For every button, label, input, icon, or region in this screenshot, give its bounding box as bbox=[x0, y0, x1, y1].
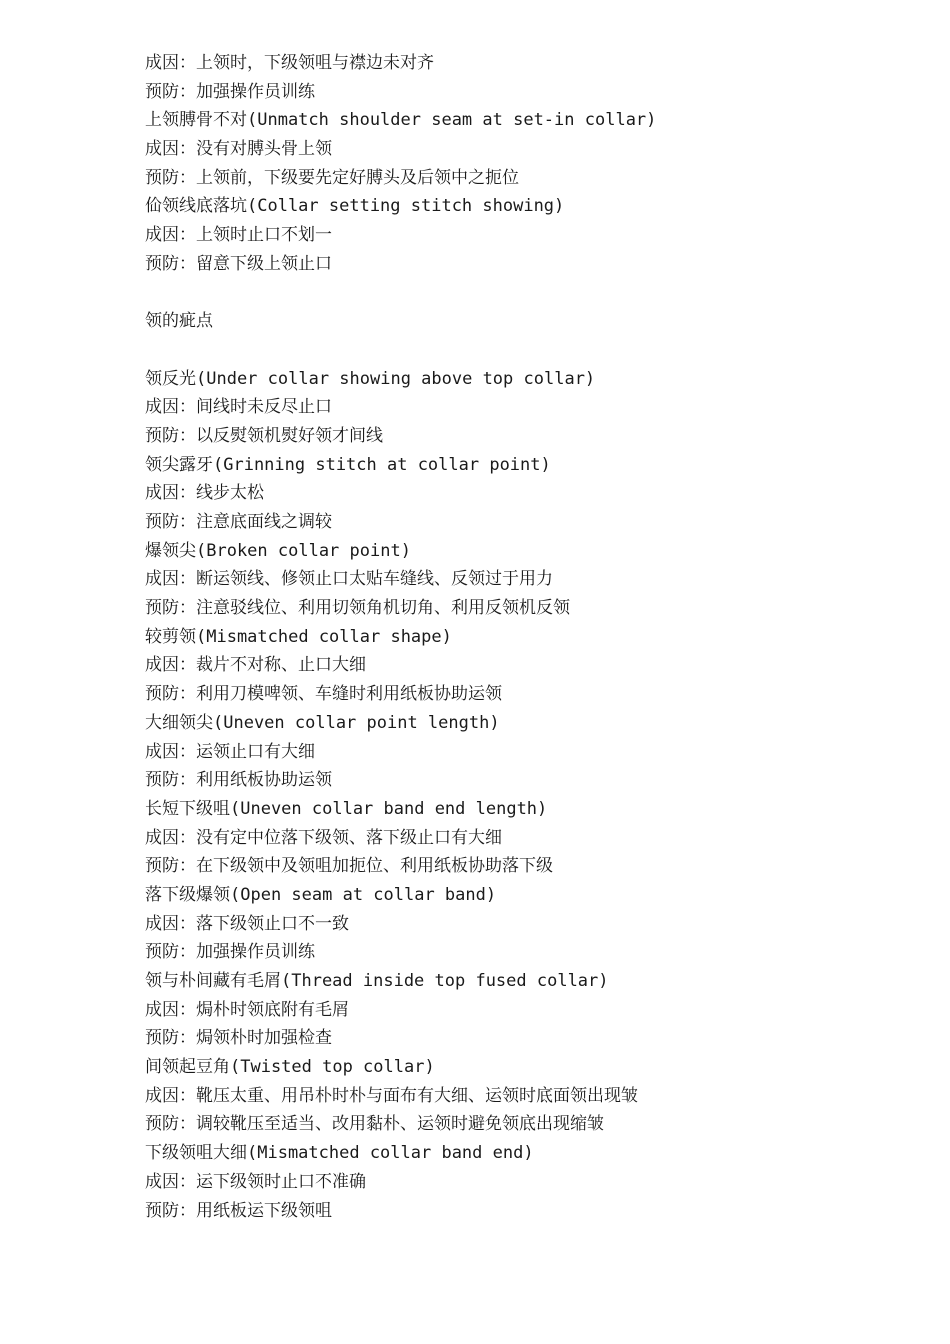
prevention-line: 预防：加强操作员训练 bbox=[145, 942, 315, 963]
defect-title: 大细领尖(Uneven collar point length) bbox=[145, 712, 500, 733]
cause-line: 成因：线步太松 bbox=[145, 483, 264, 504]
cause-line: 成因：运领止口有大细 bbox=[145, 741, 315, 762]
cause-line: 成因：裁片不对称、止口大细 bbox=[145, 655, 366, 676]
text-line: 成因：没有对膊头骨上领 bbox=[145, 139, 332, 160]
blank-line bbox=[145, 279, 905, 308]
document-body bbox=[145, 49, 905, 1225]
cause-line: 成因：没有定中位落下级领、落下级止口有大细 bbox=[145, 827, 502, 848]
defect-title: 较剪领(Mismatched collar shape) bbox=[145, 626, 452, 647]
prevention-line: 预防：注意底面线之调较 bbox=[145, 512, 332, 532]
text-line: 成因：上领时止口不划一 bbox=[145, 225, 332, 246]
prevention-line: 预防：利用刀模啤领、车缝时利用纸板协助运领 bbox=[145, 684, 502, 705]
prevention-line: 预防：焗领朴时加强检查 bbox=[145, 1028, 332, 1049]
defect-title: 领与朴间藏有毛屑(Thread inside top fused collar) bbox=[145, 971, 609, 991]
defect-title: 间领起豆角(Twisted top collar) bbox=[145, 1057, 435, 1078]
text-line: 成因：上领时，下级领咀与襟边未对齐 bbox=[145, 53, 434, 73]
defect-title: 下级领咀大细(Mismatched collar band end) bbox=[145, 1143, 534, 1164]
prevention-line: 预防：以反熨领机熨好领才间线 bbox=[145, 425, 383, 446]
blank-line bbox=[145, 336, 905, 365]
defect-title: 爆领尖(Broken collar point) bbox=[145, 540, 411, 561]
cause-line: 成因：断运领线、修领止口太贴车缝线、反领过于用力 bbox=[145, 569, 553, 590]
cause-line: 成因：焗朴时领底附有毛屑 bbox=[145, 999, 349, 1020]
text-line: 预防：留意下级上领止口 bbox=[145, 253, 332, 274]
text-line: 预防：加强操作员训练 bbox=[145, 81, 315, 102]
prevention-line: 预防：注意驳线位、利用切领角机切角、利用反领机反领 bbox=[145, 598, 570, 619]
defect-title: 上领膊骨不对(Unmatch shoulder seam at set-in collar) bbox=[145, 110, 657, 131]
cause-line: 成因：靴压太重、用吊朴时朴与面布有大细、运领时底面领出现皱 bbox=[145, 1085, 638, 1106]
defect-title: 落下级爆领(Open seam at collar band) bbox=[145, 884, 497, 905]
prevention-line: 预防：用纸板运下级领咀 bbox=[145, 1200, 332, 1221]
defect-title: 长短下级咀(Uneven collar band end length) bbox=[145, 798, 548, 819]
defect-title: 佡领线底落坑(Collar setting stitch showing) bbox=[145, 196, 565, 217]
cause-line: 成因：运下级领时止口不准确 bbox=[145, 1171, 366, 1192]
prevention-line: 预防：调较靴压至适当、改用黏朴、运领时避免领底出现缩皱 bbox=[145, 1114, 604, 1135]
defect-title: 领尖露牙(Grinning stitch at collar point) bbox=[145, 454, 551, 475]
cause-line: 成因：间线时未反尽止口 bbox=[145, 397, 332, 418]
text-line: 预防：上领前，下级要先定好膊头及后领中之扼位 bbox=[145, 167, 519, 188]
defect-title: 领反光(Under collar showing above top collar) bbox=[145, 368, 596, 389]
section-heading: 领的疵点 bbox=[145, 311, 213, 332]
prevention-line: 预防：利用纸板协助运领 bbox=[145, 770, 332, 791]
cause-line: 成因：落下级领止口不一致 bbox=[145, 913, 349, 934]
prevention-line: 预防：在下级领中及领咀加扼位、利用纸板协助落下级 bbox=[145, 856, 553, 877]
